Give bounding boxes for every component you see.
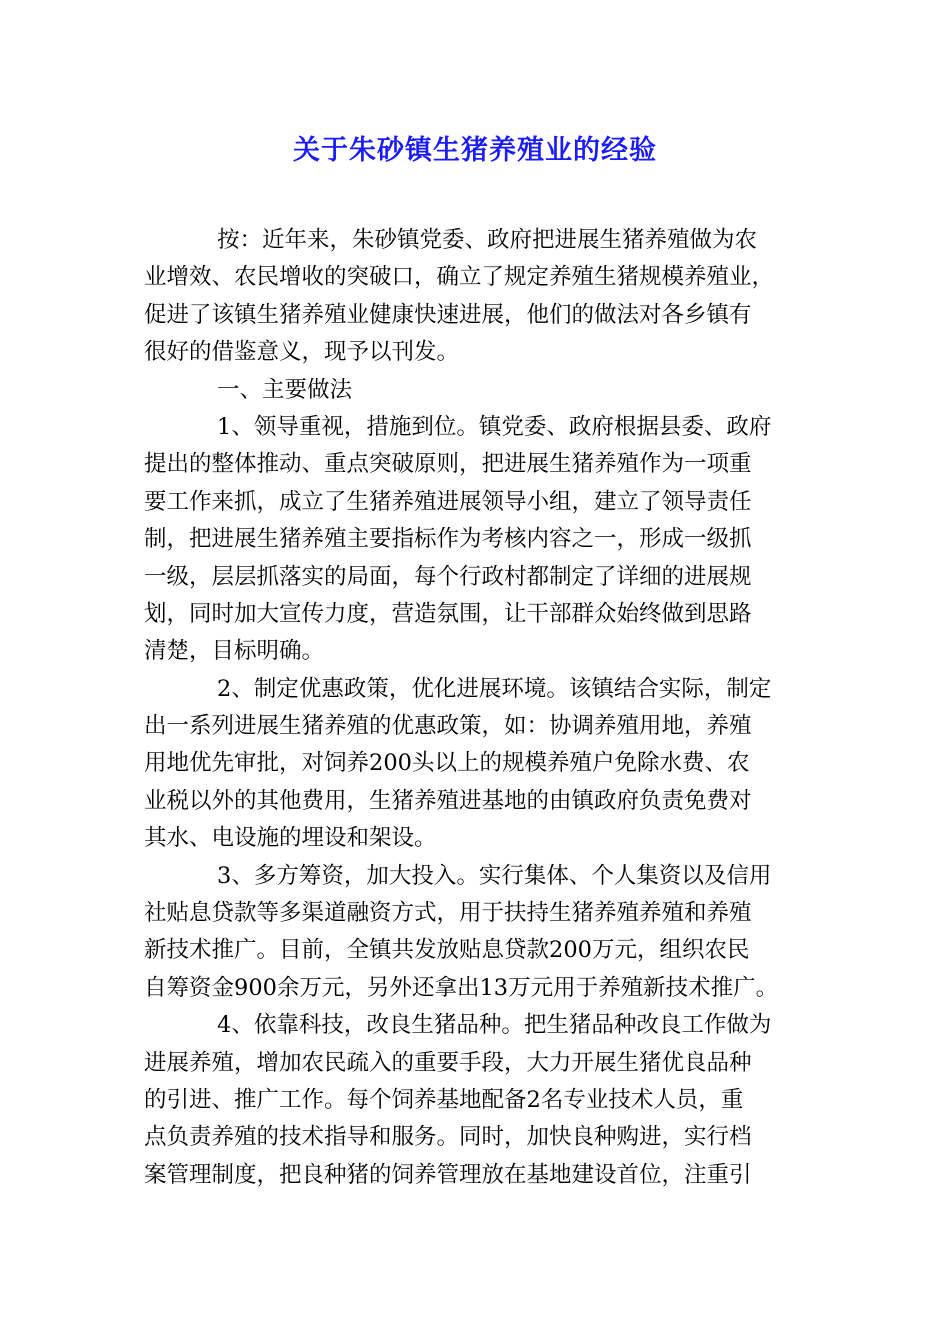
paragraph-line: 新技术推广。目前，全镇共发放贴息贷款200万元，组织农民 — [144, 937, 750, 964]
paragraph-line: 一级，层层抓落实的局面，每个行政村都制定了详细的进展规 — [144, 563, 752, 590]
paragraph-line: 的引进、推广工作。每个饲养基地配备2名专业技术人员，重 — [144, 1086, 744, 1113]
paragraph-line: 2、制定优惠政策，优化进展环境。该镇结合实际，制定 — [217, 675, 772, 702]
paragraph-line: 清楚，目标明确。 — [144, 638, 325, 665]
paragraph-line: 要工作来抓，成立了生猪养殖进展领导小组，建立了领导责任 — [144, 488, 752, 515]
paragraph-line: 自筹资金900余万元，另外还拿出13万元用于养殖新技术推广。 — [144, 974, 779, 1001]
paragraph-line: 出一系列进展生猪养殖的优惠政策，如：协调养殖用地，养殖 — [144, 713, 752, 740]
document-body — [144, 222, 808, 1194]
paragraph-line: 案管理制度，把良种猪的饲养管理放在基地建设首位，注重引 — [144, 1161, 752, 1188]
paragraph-line: 业税以外的其他费用，生猪养殖进基地的由镇政府负责免费对 — [144, 787, 752, 814]
paragraph-line: 点负责养殖的技术指导和服务。同时，加快良种购进，实行档 — [144, 1124, 752, 1151]
paragraph-line: 4、依靠科技，改良生猪品种。把生猪品种改良工作做为 — [217, 1012, 772, 1039]
document-title: 关于朱砂镇生猪养殖业的经验 — [293, 135, 657, 166]
section-heading: 一、主要做法 — [217, 376, 353, 403]
paragraph-line: 用地优先审批，对饲养200头以上的规模养殖户免除水费、农 — [144, 750, 750, 777]
paragraph-line: 制，把进展生猪养殖主要指标作为考核内容之一，形成一级抓 — [144, 526, 752, 553]
paragraph-line: 3、多方筹资，加大投入。实行集体、个人集资以及信用 — [217, 862, 772, 889]
paragraph-line: 促进了该镇生猪养殖业健康快速进展，他们的做法对各乡镇有 — [144, 301, 752, 328]
paragraph-line: 提出的整体推动、重点突破原则，把进展生猪养殖作为一项重 — [144, 451, 752, 478]
paragraph-line: 业增效、农民增收的突破口，确立了规定养殖生猪规模养殖业， — [144, 264, 775, 291]
paragraph-line: 其水、电设施的埋设和架设。 — [144, 825, 437, 852]
paragraph-line: 按：近年来，朱砂镇党委、政府把进展生猪养殖做为农 — [217, 227, 758, 253]
paragraph-line: 1、领导重视，措施到位。镇党委、政府根据县委、政府 — [217, 413, 772, 440]
paragraph-line: 社贴息贷款等多渠道融资方式，用于扶持生猪养殖养殖和养殖 — [144, 900, 752, 927]
paragraph-line: 划，同时加大宣传力度，营造氛围，让干部群众始终做到思路 — [144, 600, 752, 627]
paragraph-line: 进展养殖，增加农民疏入的重要手段，大力开展生猪优良品种 — [144, 1049, 752, 1076]
paragraph-line: 很好的借鉴意义，现予以刊发。 — [144, 339, 460, 366]
